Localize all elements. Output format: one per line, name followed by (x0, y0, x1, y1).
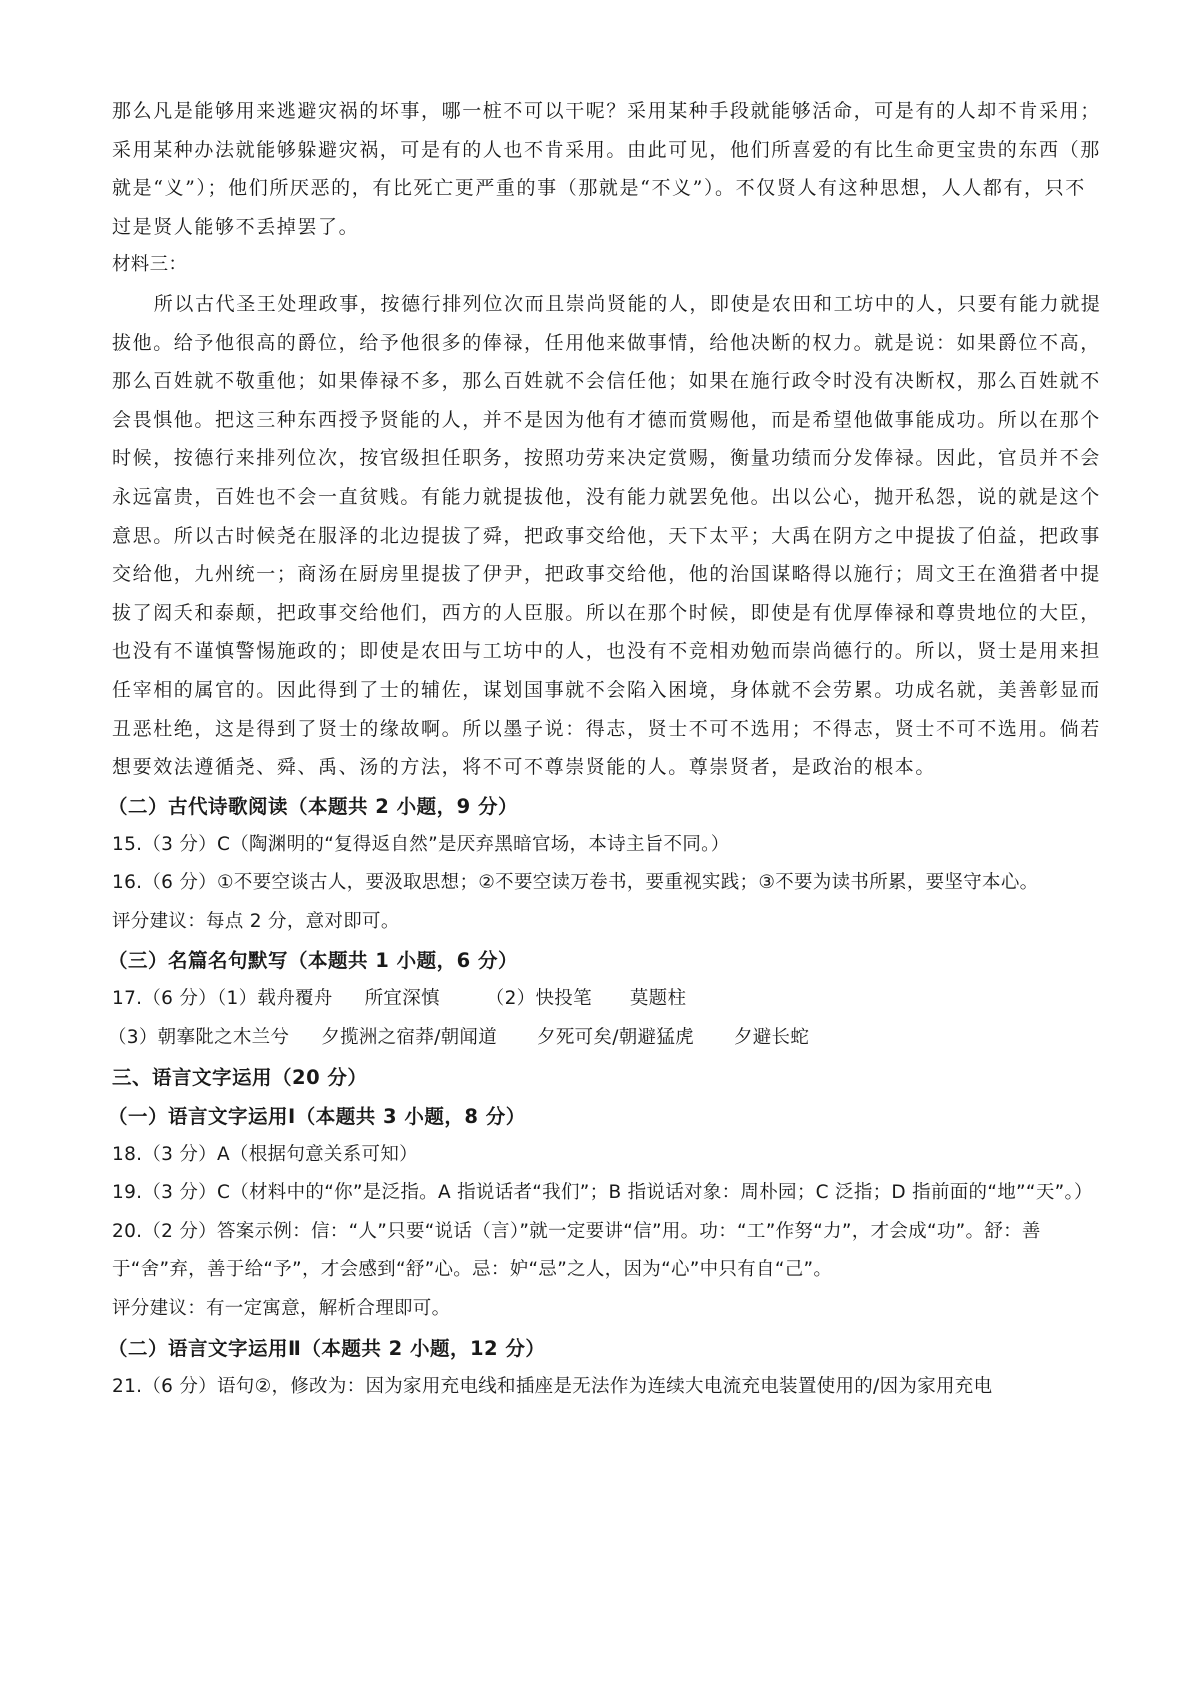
answer-17-part-7: 夕死可矣/朝避猛虎 (537, 1027, 694, 1049)
answer-17-line-2 (108, 1019, 1102, 1058)
material3-label: 材料三： (112, 254, 188, 276)
material2-tail: 那么凡是能够用来逃避灾祸的坏事，哪一桩不可以干呢？采用某种手段就能够活命，可是有的人却不肯采用；采用某种办法就能够躲避灾祸，可是有的人也不肯采用。由此可见，他们所喜爱的有比生命更宝贵的东西（那就是“义”）；他们所厌恶的，有比死亡更严重的事（那就是“不义”）。不仅贤人有这种思想，人人都有，只不过是贤人能够不丢掉罢了。 (112, 100, 1101, 238)
answer-20: 20.（2 分）答案示例：信：“人”只要“说话（言）”就一定要讲“信”用。功：“工”作努“力”，才会成“功”。舒：善于“舍”弃，善于给“予”，才会感到“舒”心。忌：妒“忌”之人，因为“心”中只有自“己”。 (112, 1220, 1041, 1281)
section-language-1-heading: （一）语言文字运用Ⅰ（本题共 3 小题，8 分） (108, 1104, 526, 1128)
answer-17-part-5: （3）朝搴阰之木兰兮 (108, 1027, 290, 1049)
answer-17-part-8: 夕避长蛇 (733, 1027, 810, 1049)
answer-19: 19.（3 分）C（材料中的“你”是泛指。A 指说话者“我们”；B 指说话对象：周朴园；C 泛指；D 指前面的“地”“天”。） (112, 1182, 1093, 1204)
answer-17-part-2: 所宜深慎 (364, 988, 440, 1010)
section-language-heading: 三、语言文字运用（20 分） (112, 1065, 368, 1089)
answer-17-part-6: 夕揽洲之宿莽/朝闻道 (321, 1027, 498, 1049)
answer-16: 16.（6 分）①不要空谈古人，要汲取思想；②不要空读万卷书，要重视实践；③不要为读书所累，要坚守本心。 (112, 872, 1039, 894)
material3-text: 所以古代圣王处理政事，按德行排列位次而且崇尚贤能的人，即使是农田和工坊中的人，只要有能力就提拔他。给予他很高的爵位，给予他很多的俸禄，任用他来做事情，给他决断的权力。就是说：如果爵位不高，那么百姓就不敬重他；如果俸禄不多，那么百姓就不会信任他；如果在施行政令时没有决断权，那么百姓就不会畏惧他。把这三种东西授予贤能的人，并不是因为他有才德而赏赐他，而是希望他做事能成功。所以在那个时候，按德行来排列位次，按官级担任职务，按照功劳来决定赏赐，衡量功绩而分发俸禄。因此，官员并不会永远富贵，百姓也不会一直贫贱。有能力就提拔他，没有能力就罢免他。出以公心，抛开私怨，说的就是这个意思。所以古时候尧在服泽的北边提拔了舜，把政事交给他，天下太平；大禹在阴方之中提拔了伯益，把政事交给他，九州统一；商汤在厨房里提拔了伊尹，把政事交给他，他的治国谋略得以施行；周文王在渔猎者中提拔了闳夭和泰颠，把政事交给他们，西方的人臣服。所以在那个时候，即使是有优厚俸禄和尊贵地位的大臣，也没有不谨慎警惕施政的；即使是农田与工坊中的人，也没有不竞相劝勉而崇尚德行的。所以，贤士是用来担任宰相的属官的。因此得到了士的辅佐，谋划国事就不会陷入困境，身体就不会劳累。功成名就，美善彰显而丑恶杜绝，这是得到了贤士的缘故啊。所以墨子说：得志，贤士不可不选用；不得志，贤士不可不选用。倘若想要效法遵循尧、舜、禹、汤的方法，将不可不尊崇贤能的人。尊崇贤者，是政治的根本。 (112, 292, 1102, 779)
answer-17-part-3: （2）快投笔 (485, 988, 592, 1010)
section-language-2-heading: （二）语言文字运用Ⅱ（本题共 2 小题，12 分） (108, 1336, 546, 1360)
answer-15: 15.（3 分）C（陶渊明的“复得返自然”是厌弃黑暗官场，本诗主旨不同。） (112, 833, 730, 855)
section-recitation-heading: （三）名篇名句默写（本题共 1 小题，6 分） (108, 949, 519, 973)
answer-18: 18.（3 分）A（根据句意关系可知） (112, 1143, 418, 1165)
answer-17-part-1: 17.（6 分）（1）载舟覆舟 (112, 988, 333, 1010)
answer-20-scoring-note: 评分建议：有一定寓意，解析合理即可。 (112, 1298, 451, 1320)
answer-page (108, 92, 1102, 1406)
answer-21: 21.（6 分）语句②，修改为：因为家用充电线和插座是无法作为连续大电流充电装置使用的/因为家用充电 (112, 1375, 993, 1397)
answer-16-scoring-note: 评分建议：每点 2 分，意对即可。 (112, 910, 400, 932)
section-poetry-heading: （二）古代诗歌阅读（本题共 2 小题，9 分） (108, 794, 519, 818)
answer-17-part-4: 莫题柱 (629, 988, 687, 1010)
answer-17-line-1 (112, 980, 1102, 1019)
